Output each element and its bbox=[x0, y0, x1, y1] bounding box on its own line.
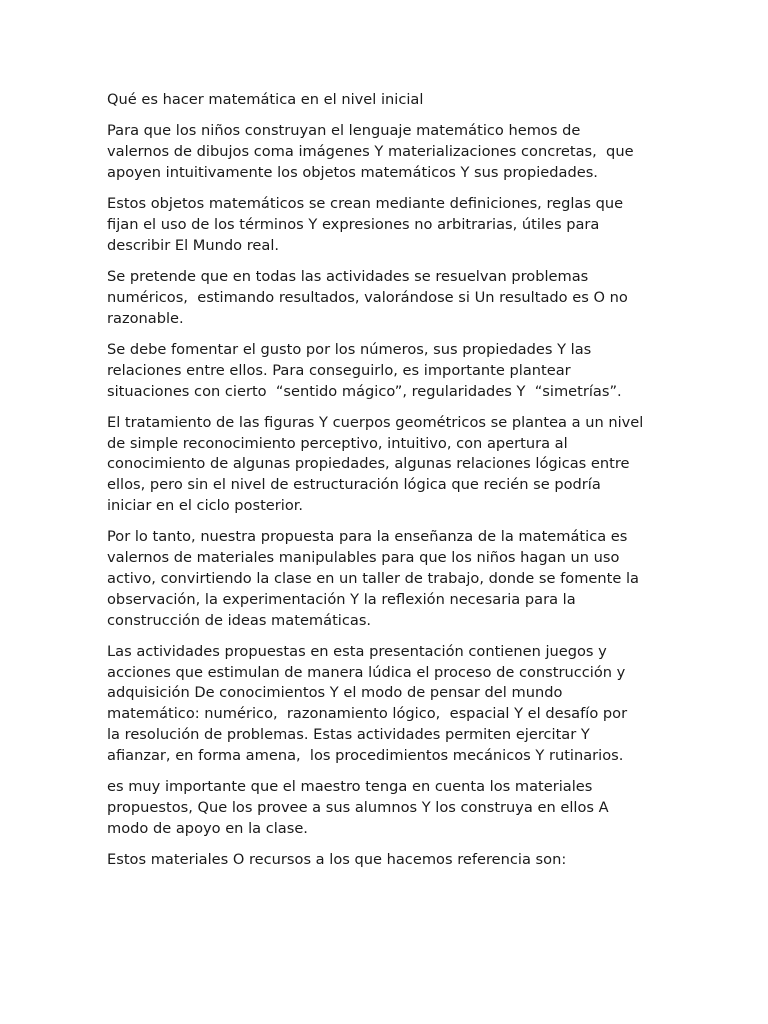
paragraph-line: valernos de materiales manipulables para que los niños hagan un uso bbox=[107, 549, 620, 567]
paragraph-line: modo de apoyo en la clase. bbox=[107, 819, 308, 837]
paragraph-line: es muy importante que el maestro tenga en cuenta los materiales bbox=[107, 778, 593, 796]
paragraph-line: observación, la experimentación Y la reflexión necesaria para la bbox=[107, 590, 576, 608]
paragraph-line: Estos objetos matemáticos se crean mediante definiciones, reglas que bbox=[107, 195, 624, 213]
paragraph bbox=[107, 642, 663, 767]
paragraph-line: propuestos, Que los provee a sus alumnos Y los construya en ellos A bbox=[107, 798, 609, 816]
paragraph-line: Para que los niños construyan el lenguaje matemático hemos de bbox=[107, 122, 581, 140]
paragraph-line: describir El Mundo real. bbox=[107, 236, 280, 254]
paragraph-list bbox=[107, 121, 663, 871]
paragraph-line: relaciones entre ellos. Para conseguirlo, es importante plantear bbox=[107, 361, 571, 379]
paragraph-line: iniciar en el ciclo posterior. bbox=[107, 497, 304, 515]
paragraph bbox=[107, 527, 663, 631]
document-title: Qué es hacer matemática en el nivel inicial bbox=[107, 91, 424, 108]
paragraph bbox=[107, 267, 663, 329]
paragraph-line: la resolución de problemas. Estas actividades permiten ejercitar Y bbox=[107, 726, 590, 744]
paragraph-line: Estos materiales O recursos a los que hacemos referencia son: bbox=[107, 851, 567, 868]
paragraph-line: adquisición De conocimientos Y el modo de pensar del mundo bbox=[107, 684, 563, 702]
paragraph-line: numéricos, estimando resultados, valorándose si Un resultado es O no bbox=[107, 288, 628, 306]
document-body bbox=[107, 90, 663, 881]
paragraph-line: afianzar, en forma amena, los procedimientos mecánicos Y rutinarios. bbox=[107, 746, 624, 764]
paragraph-line: El tratamiento de las figuras Y cuerpos geométricos se plantea a un nivel bbox=[107, 413, 644, 431]
paragraph bbox=[107, 194, 663, 256]
paragraph-line: conocimiento de algunas propiedades, algunas relaciones lógicas entre bbox=[107, 455, 630, 473]
paragraph-line: activo, convirtiendo la clase en un taller de trabajo, donde se fomente la bbox=[107, 569, 639, 587]
paragraph-line: ellos, pero sin el nivel de estructuración lógica que recién se podría bbox=[107, 476, 601, 494]
paragraph-line: razonable. bbox=[107, 309, 184, 327]
paragraph bbox=[107, 340, 663, 402]
paragraph-line: construcción de ideas matemáticas. bbox=[107, 611, 372, 629]
paragraph-line: acciones que estimulan de manera lúdica el proceso de construcción y bbox=[107, 663, 626, 681]
paragraph-line: Se debe fomentar el gusto por los números, sus propiedades Y las bbox=[107, 340, 592, 358]
paragraph bbox=[107, 413, 663, 517]
paragraph-line: fijan el uso de los términos Y expresiones no arbitrarias, útiles para bbox=[107, 215, 600, 233]
paragraph-line: matemático: numérico, razonamiento lógico, espacial Y el desafío por bbox=[107, 705, 628, 723]
paragraph-line: Por lo tanto, nuestra propuesta para la enseñanza de la matemática es bbox=[107, 528, 628, 546]
paragraph bbox=[107, 777, 663, 839]
paragraph-line: Las actividades propuestas en esta presentación contienen juegos y bbox=[107, 642, 607, 660]
paragraph bbox=[107, 121, 663, 183]
paragraph-line: de simple reconocimiento perceptivo, intuitivo, con apertura al bbox=[107, 434, 568, 452]
paragraph-line: apoyen intuitivamente los objetos matemáticos Y sus propiedades. bbox=[107, 163, 598, 181]
paragraph-line: Se pretende que en todas las actividades se resuelvan problemas bbox=[107, 268, 589, 286]
paragraph bbox=[107, 850, 663, 871]
paragraph-line: valernos de dibujos coma imágenes Y materializaciones concretas, que bbox=[107, 143, 634, 161]
paragraph-line: situaciones con cierto “sentido mágico”, regularidades Y “simetrías”. bbox=[107, 382, 622, 400]
